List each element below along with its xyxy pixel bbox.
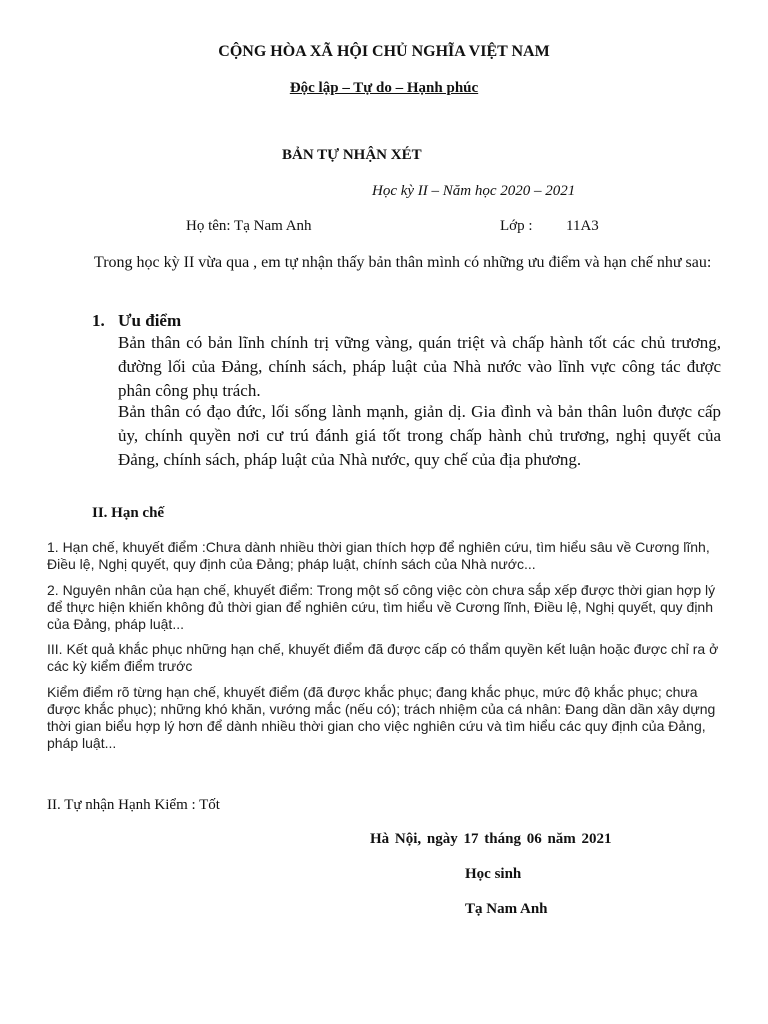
limitations-heading: II. Hạn chế [92, 505, 165, 521]
strengths-heading: Ưu điểm [118, 311, 182, 330]
signer-name: Tạ Nam Anh [465, 901, 548, 917]
student-name: Họ tên: Tạ Nam Anh [186, 218, 312, 234]
limitation-item-4: Kiểm điểm rõ từng hạn chế, khuyết điểm (đã được khắc phục; đang khắc phục, mức độ khắc phục; chưa được khắc phục); những khó khăn, vướng mắc (nếu có); trách nhiệm của cá nhân: Đang dần dần xây dựng thời gian biểu hợp lý hơn để dành nhiều thời gian cho việc nghiên cứu và tìm hiểu các quy định của Đảng, pháp luật... [47, 684, 716, 751]
signer-role: Học sinh [465, 866, 522, 882]
class-label: Lớp : [500, 218, 533, 234]
nation-title: CỘNG HÒA XÃ HỘI CHỦ NGHĨA VIỆT NAM [218, 43, 550, 60]
strengths-paragraph-1: Bản thân có bản lĩnh chính trị vững vàng, quán triệt và chấp hành tốt các chủ trương, đường lối của Đảng, chính sách, pháp luật của Nhà nước vào lĩnh vực công tác được phân công phụ trách. [118, 333, 721, 400]
strengths-paragraph-2: Bản thân có đạo đức, lối sống lành mạnh, giản dị. Gia đình và bản thân luôn được cấp ủy, chính quyền nơi cư trú đánh giá tốt trong chấp hành chủ trương, nghị quyết của Đảng, chính sách, pháp luật của Nhà nước, quy chế của địa phương. [118, 402, 721, 469]
limitation-item-2: 2. Nguyên nhân của hạn chế, khuyết điểm: Trong một số công việc còn chưa sắp xếp được thời gian hợp lý để thực hiện khiến không đủ thời gian để nghiên cứu, tìm hiểu về Cương lĩnh, Điều lệ, Nghị quyết, quy định của Đảng, pháp luật... [47, 582, 716, 632]
conduct-line: II. Tự nhận Hạnh Kiểm : Tốt [47, 797, 220, 813]
limitation-item-1: 1. Hạn chế, khuyết điểm :Chưa dành nhiều thời gian thích hợp để nghiên cứu, tìm hiểu sâu về Cương lĩnh, Điều lệ, Nghị quyết, quy định của Đảng; pháp luật, chính sách của Nhà nước... [47, 539, 710, 572]
term-line: Học kỳ II – Năm học 2020 – 2021 [372, 183, 576, 199]
class-value: 11A3 [566, 218, 599, 234]
document-title: BẢN TỰ NHẬN XÉT [282, 147, 422, 163]
place-date: Hà Nội, ngày 17 tháng 06 năm 2021 [370, 831, 612, 847]
intro-paragraph: Trong học kỳ II vừa qua , em tự nhận thấy bản thân mình có những ưu điểm và hạn chế như sau: [94, 254, 712, 271]
strengths-number: 1. [92, 311, 105, 330]
motto: Độc lập – Tự do – Hạnh phúc [289, 80, 479, 96]
limitation-item-3: III. Kết quả khắc phục những hạn chế, khuyết điểm đã được cấp có thẩm quyền kết luận hoặc được chỉ ra ở các kỳ kiểm điểm trước [47, 641, 719, 674]
